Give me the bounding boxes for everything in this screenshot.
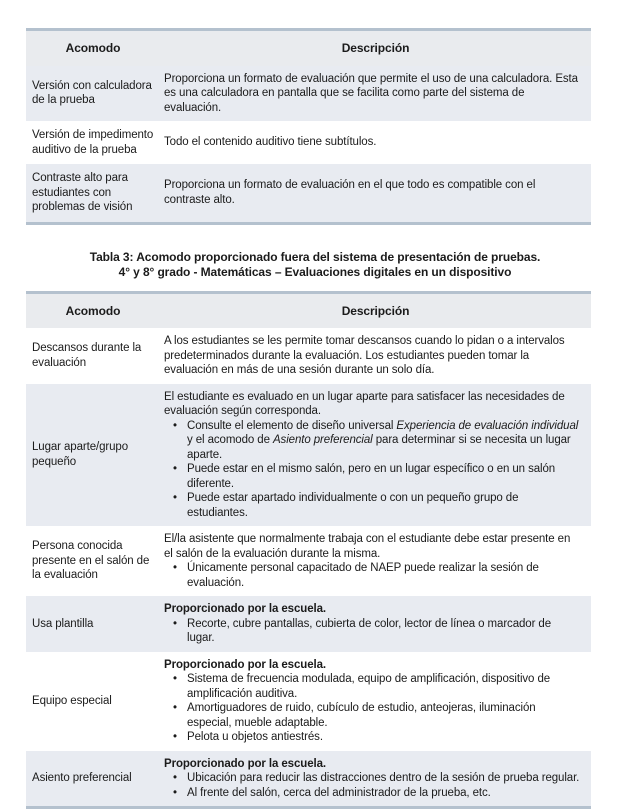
table-row [26,652,591,751]
bullet-item [164,672,581,701]
description-paragraph [164,532,581,561]
bullet-item [164,617,581,646]
bullet-icon: • [164,462,187,491]
text-run: Puede estar en el mismo salón, pero en un lugar específico o en un salón diferente. [187,463,555,490]
bullet-item [164,491,581,520]
description-paragraph [164,334,581,378]
text-run: Puede estar apartado individualmente o con un pequeño grupo de estudiantes. [187,492,518,519]
description-cell [160,751,591,808]
bullet-text [187,730,581,745]
column-header-descripcion: Descripción [160,292,591,328]
bullet-text [187,617,581,646]
column-header-acomodo: Acomodo [26,30,160,66]
bullet-item [164,786,581,801]
text-run: Recorte, cubre pantallas, cubierta de color, lector de línea o marcador de lugar. [187,618,551,645]
bullet-icon: • [164,561,187,590]
description-paragraph [164,658,581,673]
bullet-item [164,701,581,730]
bullet-text [187,701,581,730]
bullet-item [164,462,581,491]
bullet-item [164,730,581,745]
text-run: Pelota u objetos antiestrés. [187,731,323,743]
bullet-icon: • [164,786,187,801]
text-run: para determinar si se necesita un lugar aparte. [187,434,571,461]
description-cell [160,164,591,223]
column-header-descripcion: Descripción [160,30,591,66]
bullet-text [187,561,581,590]
bullet-item [164,771,581,786]
table-row [26,121,591,164]
bullet-item [164,419,581,463]
description-cell [160,652,591,751]
description-cell [160,596,591,652]
table-caption [0,250,630,280]
caption-line-1: Tabla 3: Acomodo proporcionado fuera del sistema de presentación de pruebas. [0,250,630,265]
text-run: Sistema de frecuencia modulada, equipo de amplificación, dispositivo de amplificación auditiva. [187,673,550,700]
text-run: Todo el contenido auditivo tiene subtítulos. [164,136,376,148]
accommodations-table-fuera-sistema [26,291,591,809]
text-run: Al frente del salón, cerca del administrador de la prueba, etc. [187,787,491,799]
description-cell [160,328,591,384]
bullet-item [164,561,581,590]
header-row [26,30,591,66]
header-row [26,292,591,328]
table-row [26,164,591,223]
bullet-icon: • [164,672,187,701]
caption-line-2: 4° y 8° grado - Matemáticas – Evaluaciones digitales en un dispositivo [0,265,630,280]
bullet-text [187,462,581,491]
text-run: Únicamente personal capacitado de NAEP puede realizar la sesión de evaluación. [187,562,539,589]
text-run: Proporcionado por la escuela. [164,659,326,671]
bullet-icon: • [164,730,187,745]
table-row [26,596,591,652]
description-cell [160,66,591,122]
accommodation-name-cell: Usa plantilla [26,596,160,652]
bullet-text [187,491,581,520]
accommodation-name-cell: Lugar aparte/grupo pequeño [26,384,160,527]
accommodation-name-cell: Persona conocida presente en el salón de la evaluación [26,526,160,596]
table-row [26,384,591,527]
text-run: El estudiante es evaluado en un lugar aparte para satisfacer las necesidades de evaluación según corresponda. [164,391,565,418]
bullet-icon: • [164,771,187,786]
accommodation-name-cell: Equipo especial [26,652,160,751]
description-cell [160,121,591,164]
table-row [26,66,591,122]
text-run: Proporciona un formato de evaluación en el que todo es compatible con el contraste alto. [164,179,535,206]
bullet-icon: • [164,701,187,730]
bullet-icon: • [164,419,187,463]
text-run: Proporciona un formato de evaluación que permite el uso de una calculadora. Esta es una calculadora en pantalla que se facilita como parte del sistema de evaluación. [164,73,578,114]
table-row [26,328,591,384]
text-run: Ubicación para reducir las distracciones dentro de la sesión de prueba regular. [187,772,579,784]
description-paragraph [164,390,581,419]
text-run: Experiencia de evaluación individual [396,420,578,432]
bullet-text [187,419,581,463]
bullet-icon: • [164,491,187,520]
bullet-text [187,786,581,801]
accommodation-name-cell: Versión de impedimento auditivo de la prueba [26,121,160,164]
text-run: Asiento preferencial [273,434,373,446]
bullet-icon: • [164,617,187,646]
accommodations-table-sistema [26,28,591,225]
text-run: Proporcionado por la escuela. [164,758,326,770]
description-paragraph [164,135,581,150]
text-run: A los estudiantes se les permite tomar descansos cuando lo pidan o a intervalos predeterminados durante la evaluación. Los estudiantes pueden tomar la evaluación en más de una sesión durante un solo día. [164,335,565,376]
description-paragraph [164,178,581,207]
table-row [26,526,591,596]
text-run: Amortiguadores de ruido, cubículo de estudio, anteojeras, iluminación especial, mueble adaptable. [187,702,536,729]
accommodation-name-cell: Contraste alto para estudiantes con problemas de visión [26,164,160,223]
accommodation-name-cell: Versión con calculadora de la prueba [26,66,160,122]
bullet-text [187,771,581,786]
description-paragraph [164,602,581,617]
text-run: El/la asistente que normalmente trabaja con el estudiante debe estar presente en el salón de la evaluación durante la misma. [164,533,570,560]
description-paragraph [164,72,581,116]
description-cell [160,384,591,527]
accommodation-name-cell: Descansos durante la evaluación [26,328,160,384]
description-paragraph [164,757,581,772]
description-cell [160,526,591,596]
text-run: y el acomodo de [187,434,273,446]
accommodation-name-cell: Asiento preferencial [26,751,160,808]
column-header-acomodo: Acomodo [26,292,160,328]
table-row [26,751,591,808]
text-run: Consulte el elemento de diseño universal [187,420,396,432]
bullet-text [187,672,581,701]
text-run: Proporcionado por la escuela. [164,603,326,615]
